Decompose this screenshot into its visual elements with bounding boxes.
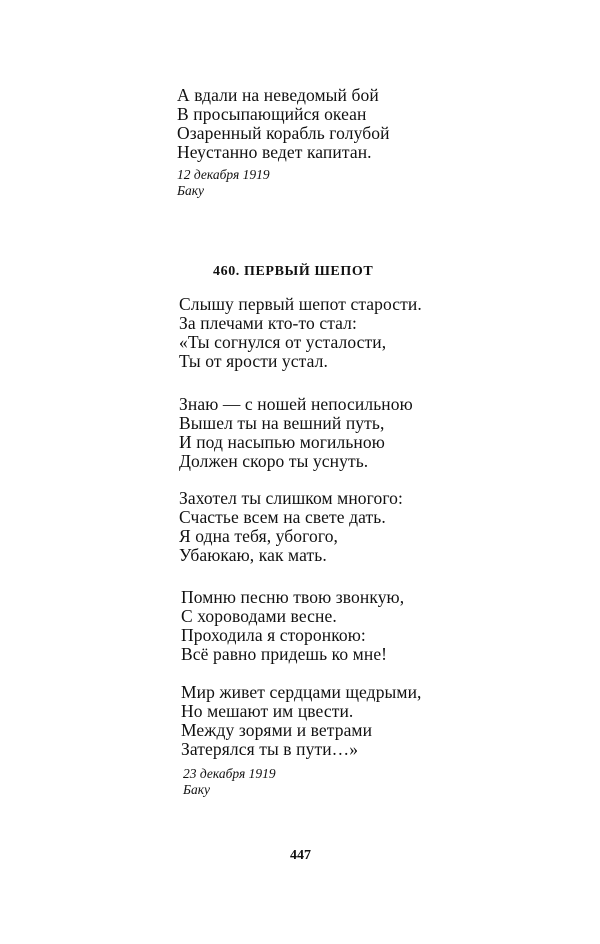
verse-line: Вышел ты на вешний путь, [179, 413, 385, 433]
prev-poem-dateline [177, 167, 270, 199]
stanza [179, 395, 413, 471]
verse-line: Убаюкаю, как мать. [179, 545, 327, 565]
verse-line: Слышу первый шепот старости. [179, 294, 422, 314]
verse-line: Между зорями и ветрами [181, 720, 373, 740]
verse-line: В просыпающийся океан [177, 104, 367, 124]
verse-line: Озаренный корабль голубой [177, 123, 390, 143]
verse-line: Помню песню твою звонкую, [181, 587, 405, 607]
verse-line: Но мешают им цвести. [181, 701, 354, 721]
verse-line: И под насыпью могильною [179, 432, 385, 452]
prev-poem-stanza [177, 86, 390, 162]
verse-line: Счастье всем на свете дать. [179, 507, 386, 527]
verse-line: Ты от ярости устал. [179, 351, 328, 371]
poem-date: 23 декабря 1919 [183, 766, 276, 781]
verse-line: Я одна тебя, убогого, [179, 526, 339, 546]
poem-place: Баку [183, 782, 211, 797]
verse-line: Неустанно ведет капитан. [177, 142, 372, 162]
poem-dateline [183, 766, 276, 798]
verse-line: Проходила я сторонкою: [181, 625, 366, 645]
verse-line: «Ты согнулся от усталости, [179, 332, 387, 352]
verse-line: С хороводами весне. [181, 606, 337, 626]
poem-title: 460. ПЕРВЫЙ ШЕПОТ [213, 264, 374, 279]
stanza [181, 683, 422, 759]
verse-line: Знаю — с ношей непосильною [179, 394, 413, 414]
verse-line: Мир живет сердцами щедрыми, [181, 682, 422, 702]
page-number: 447 [290, 848, 311, 863]
verse-line: А вдали на неведомый бой [177, 85, 379, 105]
stanza [179, 295, 422, 371]
poem-place: Баку [177, 183, 205, 198]
poem-date: 12 декабря 1919 [177, 167, 270, 182]
verse-line: За плечами кто-то стал: [179, 313, 357, 333]
stanza [179, 489, 403, 565]
verse-line: Захотел ты слишком многого: [179, 488, 403, 508]
verse-line: Затерялся ты в пути…» [181, 739, 359, 759]
stanza [181, 588, 404, 664]
verse-line: Должен скоро ты уснуть. [179, 451, 369, 471]
verse-line: Всё равно придешь ко мне! [181, 644, 388, 664]
